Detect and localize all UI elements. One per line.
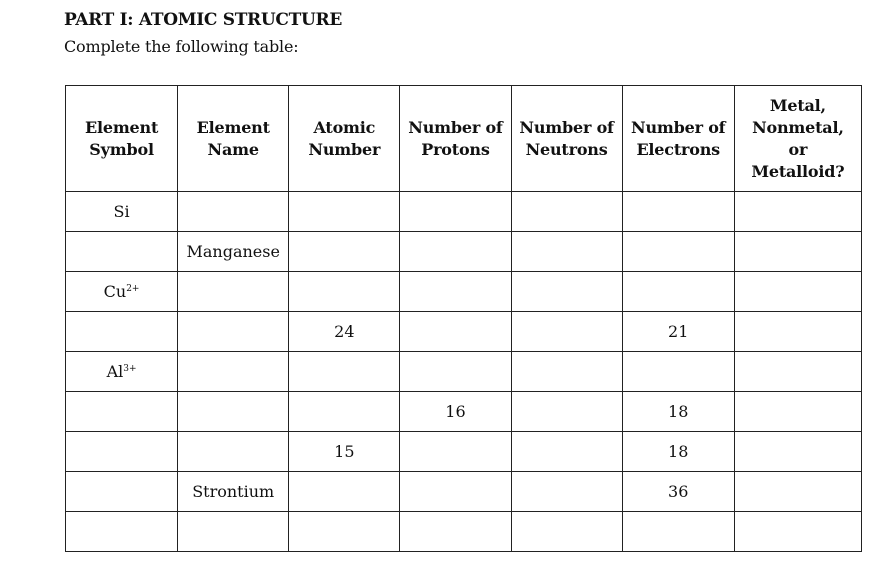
cell-element-name[interactable]	[178, 272, 289, 312]
ion-charge: 2+	[126, 284, 140, 294]
ion-charge: 3+	[123, 364, 137, 374]
cell-element-symbol[interactable]	[66, 192, 178, 232]
section-title: PART I: ATOMIC STRUCTURE	[64, 10, 342, 30]
cell-neutrons[interactable]	[511, 312, 622, 352]
header-atomic-number: Atomic Number	[289, 86, 400, 192]
cell-classification[interactable]	[734, 232, 861, 272]
cell-element-symbol[interactable]	[66, 272, 178, 312]
element-symbol-text: Cu	[103, 282, 127, 301]
cell-protons[interactable]	[400, 432, 511, 472]
table-row	[66, 312, 862, 352]
cell-classification[interactable]	[734, 312, 861, 352]
cell-neutrons[interactable]	[511, 232, 622, 272]
table-row	[66, 352, 862, 392]
cell-protons[interactable]	[400, 472, 511, 512]
cell-electrons[interactable]	[622, 232, 734, 272]
cell-protons[interactable]	[400, 352, 511, 392]
cell-atomic-number[interactable]	[289, 512, 400, 552]
element-symbol-text: Si	[113, 202, 130, 221]
cell-protons[interactable]	[400, 512, 511, 552]
cell-classification[interactable]	[734, 272, 861, 312]
table-row	[66, 512, 862, 552]
cell-electrons[interactable]: 18	[622, 392, 734, 432]
cell-element-symbol[interactable]	[66, 352, 178, 392]
cell-neutrons[interactable]	[511, 512, 622, 552]
cell-neutrons[interactable]	[511, 192, 622, 232]
table-row	[66, 392, 862, 432]
header-neutrons: Number of Neutrons	[511, 86, 622, 192]
cell-element-name[interactable]	[178, 312, 289, 352]
cell-element-name[interactable]: Manganese	[178, 232, 289, 272]
cell-element-name[interactable]: Strontium	[178, 472, 289, 512]
cell-element-symbol[interactable]	[66, 512, 178, 552]
cell-element-symbol[interactable]	[66, 232, 178, 272]
header-classification: Metal, Nonmetal, or Metalloid?	[734, 86, 861, 192]
cell-protons[interactable]	[400, 192, 511, 232]
cell-electrons[interactable]	[622, 512, 734, 552]
table-body	[66, 192, 862, 552]
cell-electrons[interactable]: 18	[622, 432, 734, 472]
cell-atomic-number[interactable]	[289, 272, 400, 312]
header-protons: Number of Protons	[400, 86, 511, 192]
header-element-symbol: Element Symbol	[66, 86, 178, 192]
cell-protons[interactable]	[400, 232, 511, 272]
cell-atomic-number[interactable]: 15	[289, 432, 400, 472]
cell-element-name[interactable]	[178, 192, 289, 232]
cell-protons[interactable]: 16	[400, 392, 511, 432]
header-electrons: Number of Electrons	[622, 86, 734, 192]
cell-electrons[interactable]	[622, 192, 734, 232]
cell-classification[interactable]	[734, 352, 861, 392]
cell-element-name[interactable]	[178, 392, 289, 432]
cell-atomic-number[interactable]	[289, 392, 400, 432]
table-row	[66, 192, 862, 232]
cell-element-symbol[interactable]	[66, 392, 178, 432]
cell-atomic-number[interactable]	[289, 352, 400, 392]
cell-classification[interactable]	[734, 432, 861, 472]
cell-atomic-number[interactable]	[289, 472, 400, 512]
cell-classification[interactable]	[734, 512, 861, 552]
cell-electrons[interactable]: 36	[622, 472, 734, 512]
cell-neutrons[interactable]	[511, 352, 622, 392]
cell-electrons[interactable]	[622, 352, 734, 392]
cell-element-name[interactable]	[178, 352, 289, 392]
table-row	[66, 472, 862, 512]
cell-element-name[interactable]	[178, 432, 289, 472]
cell-element-symbol[interactable]	[66, 472, 178, 512]
cell-classification[interactable]	[734, 392, 861, 432]
cell-protons[interactable]	[400, 312, 511, 352]
header-element-name: Element Name	[178, 86, 289, 192]
table-row	[66, 232, 862, 272]
cell-element-name[interactable]	[178, 512, 289, 552]
cell-neutrons[interactable]	[511, 392, 622, 432]
header-row	[66, 86, 862, 192]
cell-atomic-number[interactable]	[289, 232, 400, 272]
cell-element-symbol[interactable]	[66, 432, 178, 472]
cell-neutrons[interactable]	[511, 272, 622, 312]
cell-element-symbol[interactable]	[66, 312, 178, 352]
element-symbol-text: Al	[106, 362, 124, 381]
cell-protons[interactable]	[400, 272, 511, 312]
table-row	[66, 272, 862, 312]
table-row	[66, 432, 862, 472]
atomic-structure-table	[65, 85, 862, 552]
cell-atomic-number[interactable]	[289, 192, 400, 232]
instruction-text: Complete the following table:	[64, 37, 299, 56]
cell-atomic-number[interactable]: 24	[289, 312, 400, 352]
cell-electrons[interactable]: 21	[622, 312, 734, 352]
cell-electrons[interactable]	[622, 272, 734, 312]
cell-classification[interactable]	[734, 192, 861, 232]
cell-classification[interactable]	[734, 472, 861, 512]
cell-neutrons[interactable]	[511, 432, 622, 472]
cell-neutrons[interactable]	[511, 472, 622, 512]
